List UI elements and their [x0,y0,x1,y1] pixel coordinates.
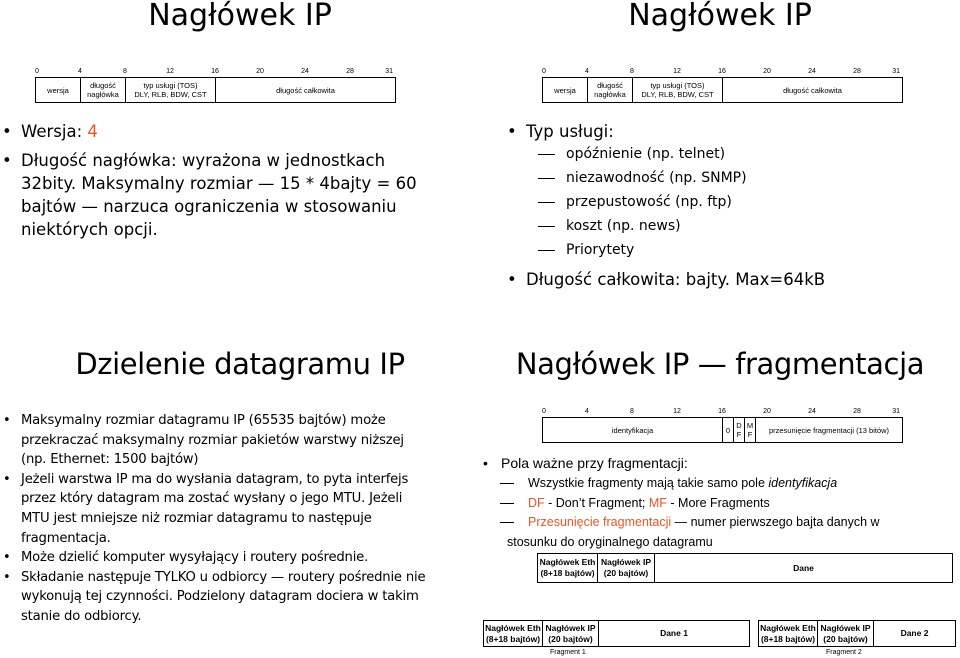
bullet-list [480,453,920,473]
df-label: DF [528,495,545,510]
bit-label: 16 [718,408,726,415]
slide-3 [0,329,480,658]
version-value: 4 [87,122,98,141]
field-version: wersja [36,78,81,103]
field-reserved: 0 [723,418,734,443]
bullet-total-length: • Długość całkowita: bajty. Max=64kB [505,268,945,291]
ip-header-diagram [542,68,902,104]
sub-item-offset [500,513,880,533]
offset-label: Przesunięcie fragmentacji [528,515,672,529]
bullet-service-type: • Typ usługi: [505,120,945,143]
slide-2 [480,0,960,329]
ip-header-box: Nagłówek IP (20 bajtów) [818,620,874,647]
bullet-list [505,120,945,143]
field-header-length: długość nagłówka [81,78,126,103]
sub-item-identification [500,474,880,494]
bit-label: 12 [166,68,174,75]
fragmentation-sub-list [500,474,880,552]
fragmentation-header-diagram [542,408,902,444]
bit-label: 16 [718,68,726,75]
bit-label: 8 [630,68,634,75]
bit-label: 31 [892,408,900,415]
bit-label: 8 [123,68,127,75]
ip-header-box: Nagłówek IP (20 bajtów) [543,620,599,647]
bit-label: 28 [853,408,861,415]
ip-header-box: Nagłówek IP (20 bajtów) [598,553,655,583]
slide-1 [0,0,480,329]
field-total-length: długość całkowita [723,78,903,103]
fragment-2-label: Fragment 2 [826,649,862,656]
slide-title: Nagłówek IP [628,0,812,33]
sub-italic: identyfikacja [768,476,838,490]
sub-text: - More Fragments [666,495,770,510]
bit-label: 24 [301,68,309,75]
bullet-header-length: • Długość nagłówka: wyrażona w jednostkach 32bity. Maksymalny rozmiar — 15 * 4bajty = 60 bajtów — narzuca ograniczenia w stosowaniu niektórych opcji. [0,149,420,241]
bit-label: 8 [630,408,634,415]
original-datagram [537,553,953,583]
sub-item-flags [500,494,880,514]
data-box: Dane [655,553,953,583]
bullet-item [480,453,920,473]
header-fields-table [542,77,903,103]
data-2-box: Dane 2 [874,620,956,647]
service-type-list [538,142,938,262]
bullet-item: • Składanie następuje TYLKO u odbiorcy — routery pośrednie nie wykonują tej czynności. Podzielony datagram dociera w takim stanie do odbiorcy. [0,568,432,627]
eth-header-box: Nagłówek Eth (8+18 bajtów) [758,620,818,647]
field-version: wersja [543,78,588,103]
sub-item: opóźnienie (np. telnet) [538,142,938,166]
bit-label: 24 [808,408,816,415]
bit-label: 31 [385,68,393,75]
bit-label: 0 [35,68,39,75]
mf-label: MF [648,495,667,510]
bullet-list [0,411,432,627]
bit-label: 0 [542,408,546,415]
sub-item-offset-cont: stosunku do oryginalnego datagramu [507,534,713,549]
slide-title: Nagłówek IP [148,0,332,33]
bit-label: 28 [853,68,861,75]
bit-label: 12 [673,68,681,75]
fragment-1-label: Fragment 1 [550,649,586,656]
eth-header-box: Nagłówek Eth (8+18 bajtów) [483,620,543,647]
field-header-length: długość nagłówka [588,78,633,103]
bit-label: 24 [808,68,816,75]
bullet-item: • Maksymalny rozmiar datagramu IP (65535 bajtów) może przekraczać maksymalny rozmiar pakietów warstwy niższej (np. Ethernet: 1500 bajtów) [0,411,432,470]
bit-label: 0 [542,68,546,75]
bullet-version [0,120,420,143]
bit-label: 20 [256,68,264,75]
fragmentation-fields-table [542,417,903,443]
field-identification: identyfikacja [543,418,723,443]
bullet-item: • Może dzielić komputer wysyłający i routery pośrednie. [0,548,432,568]
bullet-text: Wersja: [21,122,88,141]
slide-4 [480,329,960,658]
bullet-list-2 [505,268,945,291]
bit-label: 12 [673,408,681,415]
field-tos: typ usługi (TOS) DLY, RLB, BDW, CST [126,78,216,103]
data-1-box: Dane 1 [599,620,750,647]
slide-title: Dzielenie datagramu IP [75,347,405,381]
field-tos: typ usługi (TOS) DLY, RLB, BDW, CST [633,78,723,103]
bullet-text: Pola ważne przy fragmentacji: [501,455,688,471]
slide-title: Nagłówek IP — fragmentacja [515,347,925,381]
eth-header-box: Nagłówek Eth (8+18 bajtów) [537,553,598,583]
bit-label: 16 [211,68,219,75]
fragment-2 [758,620,956,647]
sub-item: przepustowość (np. ftp) [538,190,938,214]
sub-item: koszt (np. news) [538,214,938,238]
sub-item: niezawodność (np. SNMP) [538,166,938,190]
field-mf: M F [745,418,756,443]
bullet-item: • Jeżeli warstwa IP ma do wysłania datagram, to pyta interfejs przez który datagram ma zostać wysłany o jego MTU. Jeżeli MTU jest mniejsze niż rozmiar datagramu to następuje fragmentacja. [0,470,432,548]
sub-text: Wszystkie fragmenty mają takie samo pole [528,476,769,490]
fragment-1 [483,620,750,647]
bit-label: 28 [346,68,354,75]
sub-text: - Don’t Fragment; [544,495,649,510]
field-fragment-offset: przesunięcie fragmentacji (13 bitów) [756,418,903,443]
bullet-dot: • [483,455,488,471]
bullet-list [0,120,420,241]
bit-label: 4 [585,408,589,415]
field-df: D F [734,418,745,443]
bit-label: 20 [763,68,771,75]
bit-label: 4 [78,68,82,75]
sub-text: — numer pierwszego bajta danych w [671,515,880,529]
bit-label: 4 [585,68,589,75]
sub-item: Priorytety [538,238,938,262]
header-fields-table [35,77,396,103]
bit-label: 20 [763,408,771,415]
bit-label: 31 [892,68,900,75]
field-total-length: długość całkowita [216,78,396,103]
ip-header-diagram [35,68,395,104]
